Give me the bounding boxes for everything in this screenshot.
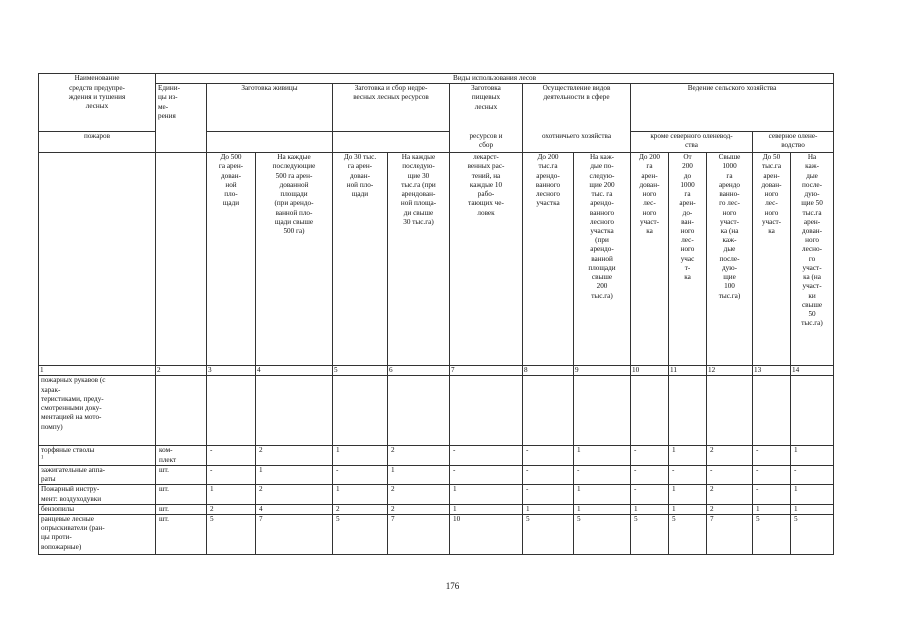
- value-cell: 1: [669, 485, 707, 504]
- column-number: 14: [791, 366, 834, 376]
- header-agri-reindeer: северное олене- водство: [768, 132, 818, 150]
- value-cell: 5: [574, 514, 631, 554]
- header-name-line3: пожаров: [84, 132, 110, 141]
- header-units: Едини- цы из- ме- рения: [158, 84, 180, 120]
- value-cell: 7: [707, 514, 753, 554]
- value-cell: 1: [333, 485, 388, 504]
- header-hunting-bottom: охотничьего хозяйства: [541, 131, 612, 140]
- table-row: [39, 446, 834, 465]
- unit-cell: шт.: [159, 485, 169, 494]
- table-row: [39, 485, 834, 504]
- value-cell: -: [707, 465, 753, 484]
- value-cell: 1: [333, 446, 388, 465]
- value-cell: 2: [333, 504, 388, 514]
- value-cell: -: [523, 465, 574, 484]
- subheader-col4: На каждые последующие 500 га арен- дованной площади (при арендо- ванной пло- щади свыше 500 га): [272, 153, 316, 235]
- subheader-col9: На каж- дые по- следую- щие 200 тыс. га арендо- ванного лесного участка (при арендо- ванной площади свыше 200 тыс.га): [588, 153, 616, 300]
- value-cell: [523, 376, 574, 446]
- value-cell: [574, 376, 631, 446]
- value-cell: -: [753, 465, 791, 484]
- value-cell: [207, 376, 256, 446]
- value-cell: 2: [707, 504, 753, 514]
- value-cell: 2: [388, 446, 450, 465]
- value-cell: -: [523, 485, 574, 504]
- value-cell: -: [631, 485, 669, 504]
- equipment-name: Пожарный инстру- мент: воздуходувки: [41, 485, 102, 503]
- header-name-line2: средств предупре- ждения и тушения лесных: [68, 83, 126, 111]
- subheader-col6: На каждые последую- щие 30 тыс.га (при арендован- ной площа- ди свыше 30 тыс.га): [400, 153, 437, 226]
- header-agri-non-reindeer: кроме северного оленевод- ства: [650, 132, 733, 150]
- column-number: 7: [450, 366, 523, 376]
- value-cell: 2: [707, 485, 753, 504]
- value-cell: -: [631, 446, 669, 465]
- value-cell: 1: [523, 504, 574, 514]
- value-cell: 1: [256, 465, 333, 484]
- column-number: 13: [753, 366, 791, 376]
- value-cell: 1: [450, 504, 523, 514]
- value-cell: -: [333, 465, 388, 484]
- unit-cell: шт.: [159, 504, 169, 513]
- value-cell: -: [631, 465, 669, 484]
- value-cell: 4: [256, 504, 333, 514]
- value-cell: 1: [791, 485, 834, 504]
- column-number: 9: [574, 366, 631, 376]
- subheader-col8: До 200 тыс.га арендо- ванного лесного участка: [535, 153, 561, 208]
- equipment-name: бензопилы: [41, 504, 75, 513]
- unit-cell: ком- плект: [159, 446, 177, 464]
- value-cell: 1: [207, 485, 256, 504]
- value-cell: 1: [753, 504, 791, 514]
- table-row: [39, 465, 834, 484]
- equipment-name: ранцевые лесные опрыскиватели (ран- цы проти- вопожарные): [41, 514, 105, 551]
- value-cell: [669, 376, 707, 446]
- value-cell: 1: [574, 446, 631, 465]
- value-cell: 1: [631, 504, 669, 514]
- value-cell: 1: [791, 446, 834, 465]
- value-cell: 2: [256, 485, 333, 504]
- value-cell: [631, 376, 669, 446]
- value-cell: [707, 376, 753, 446]
- value-cell: -: [207, 465, 256, 484]
- equipment-name: зажигательные аппа- раты: [41, 465, 106, 484]
- column-number: 11: [669, 366, 707, 376]
- fire-equipment-norms-table: [38, 73, 834, 555]
- table-body: [39, 376, 834, 555]
- value-cell: -: [753, 446, 791, 465]
- value-cell: [753, 376, 791, 446]
- header-food-top: Заготовка пищевых лесных: [471, 84, 501, 111]
- value-cell: -: [523, 446, 574, 465]
- value-cell: 1: [669, 446, 707, 465]
- header-food-bottom: ресурсов и сбор: [469, 131, 503, 149]
- value-cell: -: [207, 446, 256, 465]
- subheader-col7: лекарст- венных рас- тений, на каждые 10 рабо- тающих че- ловек: [467, 153, 505, 217]
- value-cell: 10: [450, 514, 523, 554]
- column-number: 5: [333, 366, 388, 376]
- subheader-col12: Свыше 1000 га арендо ванно- го лес- ного участ- ка (на каж- дые после- дую- щие 100 тыс.га): [718, 153, 741, 300]
- header-resin: Заготовка живицы: [241, 84, 298, 93]
- column-number: 10: [631, 366, 669, 376]
- value-cell: [388, 376, 450, 446]
- header-name-line1: Наименование: [39, 74, 156, 84]
- header-agriculture: Ведение сельского хозяйства: [687, 84, 777, 93]
- table-row: [39, 514, 834, 554]
- footnote-marker: 1: [41, 455, 44, 461]
- value-cell: [450, 376, 523, 446]
- unit-cell: шт.: [159, 465, 169, 474]
- column-number: 8: [523, 366, 574, 376]
- value-cell: [791, 376, 834, 446]
- value-cell: -: [450, 465, 523, 484]
- value-cell: 2: [256, 446, 333, 465]
- value-cell: [333, 376, 388, 446]
- subheader-col5: До 30 тыс. га арен- дован- ной пло- щади: [343, 153, 377, 199]
- column-number: 12: [707, 366, 753, 376]
- value-cell: -: [450, 446, 523, 465]
- unit-cell: шт.: [159, 514, 169, 523]
- value-cell: 1: [388, 465, 450, 484]
- value-cell: 2: [707, 446, 753, 465]
- column-number: 3: [207, 366, 256, 376]
- subheader-col13: До 50 тыс.га арен- дован- ного лес- ного участ- ка: [761, 153, 782, 235]
- subheader-col3: До 500 га арен- дован- ной пло- щади: [218, 153, 244, 208]
- equipment-name: пожарных рукавов (с харак- теристиками, преду- смотренными доку- ментацией на мото- помпу): [41, 376, 106, 431]
- value-cell: 5: [669, 514, 707, 554]
- column-number: 6: [388, 366, 450, 376]
- value-cell: 5: [333, 514, 388, 554]
- value-cell: 7: [256, 514, 333, 554]
- subheader-col10: До 200 га арен- дован- ного лес- ного участ- ка: [638, 153, 661, 235]
- column-number: 2: [156, 366, 207, 376]
- value-cell: -: [669, 465, 707, 484]
- subheader-col14: На каж- дые после- дую- щие 50 тыс.га арен- дован- ного лесно- го участ- ка (на участ- ки свыше 50 тыс.га): [801, 153, 823, 328]
- value-cell: -: [791, 465, 834, 484]
- value-cell: 2: [388, 504, 450, 514]
- header-hunting-top: Осуществление видов деятельности в сфере: [542, 84, 611, 102]
- table-row: [39, 376, 834, 446]
- value-cell: 1: [791, 504, 834, 514]
- page-number: 176: [445, 581, 460, 591]
- value-cell: 7: [388, 514, 450, 554]
- value-cell: 1: [450, 485, 523, 504]
- value-cell: 5: [207, 514, 256, 554]
- header-nontimber: Заготовка и сбор недре- весных лесных ресурсов: [353, 84, 429, 102]
- value-cell: 1: [669, 504, 707, 514]
- value-cell: -: [574, 465, 631, 484]
- table-row: [39, 504, 834, 514]
- equipment-name: торфяные стволы: [41, 446, 95, 455]
- column-number: 1: [39, 366, 156, 376]
- value-cell: 2: [207, 504, 256, 514]
- subheader-col11: От 200 до 1000 га арен- до- ван- ного лес- ного учас т- ка: [679, 153, 696, 282]
- value-cell: -: [753, 485, 791, 504]
- value-cell: [256, 376, 333, 446]
- value-cell: 5: [631, 514, 669, 554]
- column-number: 4: [256, 366, 333, 376]
- value-cell: 2: [388, 485, 450, 504]
- value-cell: 5: [791, 514, 834, 554]
- value-cell: 5: [753, 514, 791, 554]
- header-kinds-of-use: Виды использования лесов: [156, 74, 834, 84]
- value-cell: 5: [523, 514, 574, 554]
- value-cell: 1: [574, 485, 631, 504]
- value-cell: 1: [574, 504, 631, 514]
